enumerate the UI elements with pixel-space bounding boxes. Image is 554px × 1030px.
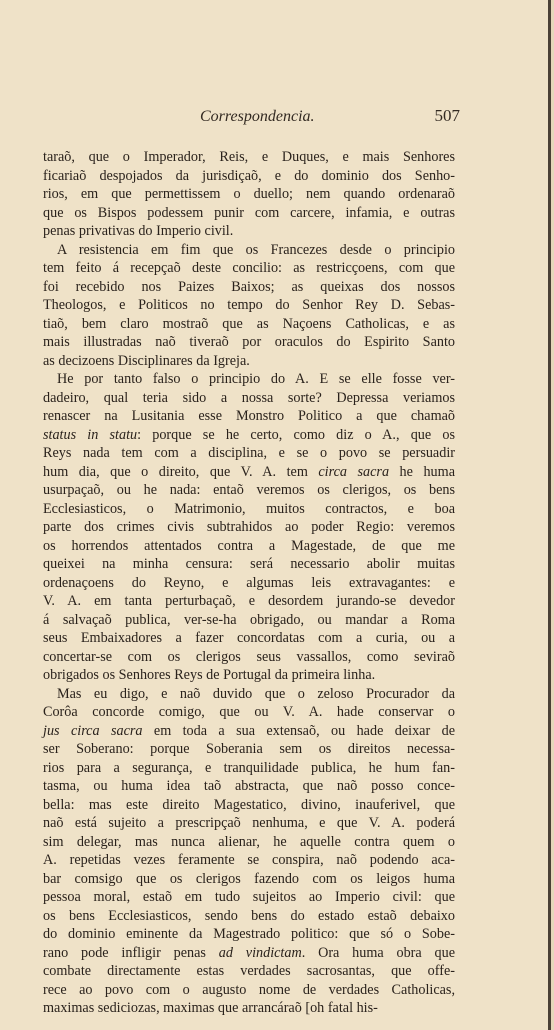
text-line: hum dia, que o direito, que V. A. tem circa sacra he huma [43, 463, 455, 480]
text-line: os horrendos attentados contra a Magestade, de que me [43, 537, 455, 554]
text-line: parte dos crimes civis subtrahidos ao poder Regio: veremos [43, 519, 455, 535]
text-line: Mas eu digo, e naõ duvido que o zeloso Procurador da [57, 685, 455, 702]
text-line: renascer na Lusitania esse Monstro Politico a que chamaõ [43, 408, 455, 424]
text-line: usurpaçaõ, ou he nada: entaõ veremos os clerigos, os bens [43, 482, 455, 498]
text-line: A resistencia em fim que os Francezes desde o principio [57, 241, 455, 258]
text-line: rios para a segurança, e tranquilidade publica, he hum fan- [43, 759, 455, 776]
text-line: V. A. em tanta perturbaçaõ, e desordem jurando-se devedor [43, 593, 455, 609]
text-line: ficariaõ despojados da jurisdiçaõ, e do dominio dos Senho- [43, 167, 455, 184]
text-line: Theologos, e Politicos no tempo do Senhor Rey D. Sebas- [43, 297, 455, 313]
text-line: He por tanto falso o principio do A. E se elle fosse ver- [57, 371, 455, 387]
text-line: seus Embaixadores a fazer concordatas com a curia, ou a [43, 630, 455, 646]
italic-phrase: jus circa sacra [43, 722, 143, 739]
text-line: foi recebido nos Paizes Baixos; as queixas dos nossos [43, 278, 455, 295]
text-line: status in statu: porque se he certo, como diz o A., que os [43, 426, 455, 443]
text-line: tiaõ, bem claro mostraõ que as Naçoens Catholicas, e as [43, 315, 455, 332]
text-line: Ecclesiasticos, o Matrimonio, muitos contractos, e boa [43, 500, 455, 517]
text-line: pessoa moral, estaõ em tudo sujeitos ao Imperio civil: que [43, 889, 455, 905]
text-line: tem feito á recepçaõ deste concilio: as restricçoens, com que [43, 260, 455, 276]
text-line: naõ está sujeito a prescripçaõ nenhuma, e que V. A. poderá [43, 815, 455, 831]
page-number: 507 [434, 106, 460, 125]
text-line: taraõ, que o Imperador, Reis, e Duques, e mais Senhores [43, 149, 455, 165]
body-text [43, 148, 455, 1018]
running-title: Correspondencia. [200, 108, 315, 125]
italic-phrase: circa sacra [318, 463, 390, 480]
text-line: maximas sediciozas, maximas que arrancáraõ [oh fatal his- [43, 1000, 378, 1016]
text-line: concertar-se com os clerigos seus vassallos, como seviraõ [43, 648, 455, 665]
text-line: as decizoens Disciplinares da Igreja. [43, 352, 250, 369]
text-line: dadeiro, qual teria sido a nossa sorte? Depressa veriamos [43, 389, 455, 406]
text-line: bar comsigo que os clerigos fazendo com os leigos huma [43, 870, 455, 887]
text-line: do dominio eminente da Magestrado politico: que só o Sobe- [43, 926, 455, 942]
text-line: rano pode infligir penas ad vindictam. Ora huma obra que [43, 944, 456, 961]
text-line: penas privativas do Imperio civil. [43, 223, 234, 239]
text-line: A. repetidas vezes feramente se conspira, naõ podendo aca- [43, 852, 455, 868]
text-line: ser Soberano: porque Soberania sem os direitos necessa- [43, 741, 455, 757]
running-head [40, 108, 460, 130]
text-line: Reys nada tem com a disciplina, e se o povo se persuadir [43, 445, 455, 461]
italic-phrase: ad vindictam [218, 944, 302, 961]
text-line: obrigados os Senhores Reys de Portugal da primeira linha. [43, 667, 376, 683]
text-line: ordenaçoens do Reyno, e algumas leis extravagantes: e [43, 574, 455, 591]
text-line: rios, em que permettissem o duello; nem quando ordenaraõ [43, 186, 455, 202]
text-line: jus circa sacra em toda a sua extensaõ, ou hade deixar de [43, 722, 455, 739]
text-line: bella: mas este direito Magestatico, divino, inauferivel, que [43, 796, 455, 813]
text-line: rece ao povo com o augusto nome de verdades Catholicas, [43, 981, 455, 998]
paragraph [43, 148, 455, 241]
text-line: mais illustradas naõ tiveraõ por oraculos do Espirito Santo [43, 334, 455, 350]
text-line: os bens Ecclesiasticos, sendo bens do estado estaõ debaixo [43, 907, 455, 924]
paragraph [43, 241, 455, 371]
text-line: á salvaçaõ publica, ver-se-ha obrigado, ou mandar a Roma [43, 611, 455, 628]
text-line: combate directamente estas verdades sacrosantas, que offe- [43, 963, 455, 979]
paragraph [43, 685, 455, 1018]
paragraph [43, 370, 455, 685]
text-line: Corôa concorde comigo, que ou V. A. hade conservar o [43, 704, 455, 720]
text-line: queixei na minha censura: será necessario abolir muitas [43, 556, 455, 572]
text-line: tasma, ou huma idea taõ abstracta, que naõ posso conce- [43, 778, 455, 794]
text-line: que os Bispos podessem punir com carcere, infamia, e outras [43, 204, 455, 221]
italic-phrase: status in statu [43, 426, 138, 443]
text-line: sim delegar, mas nunca alienar, he aquelle contra quem o [43, 833, 455, 850]
